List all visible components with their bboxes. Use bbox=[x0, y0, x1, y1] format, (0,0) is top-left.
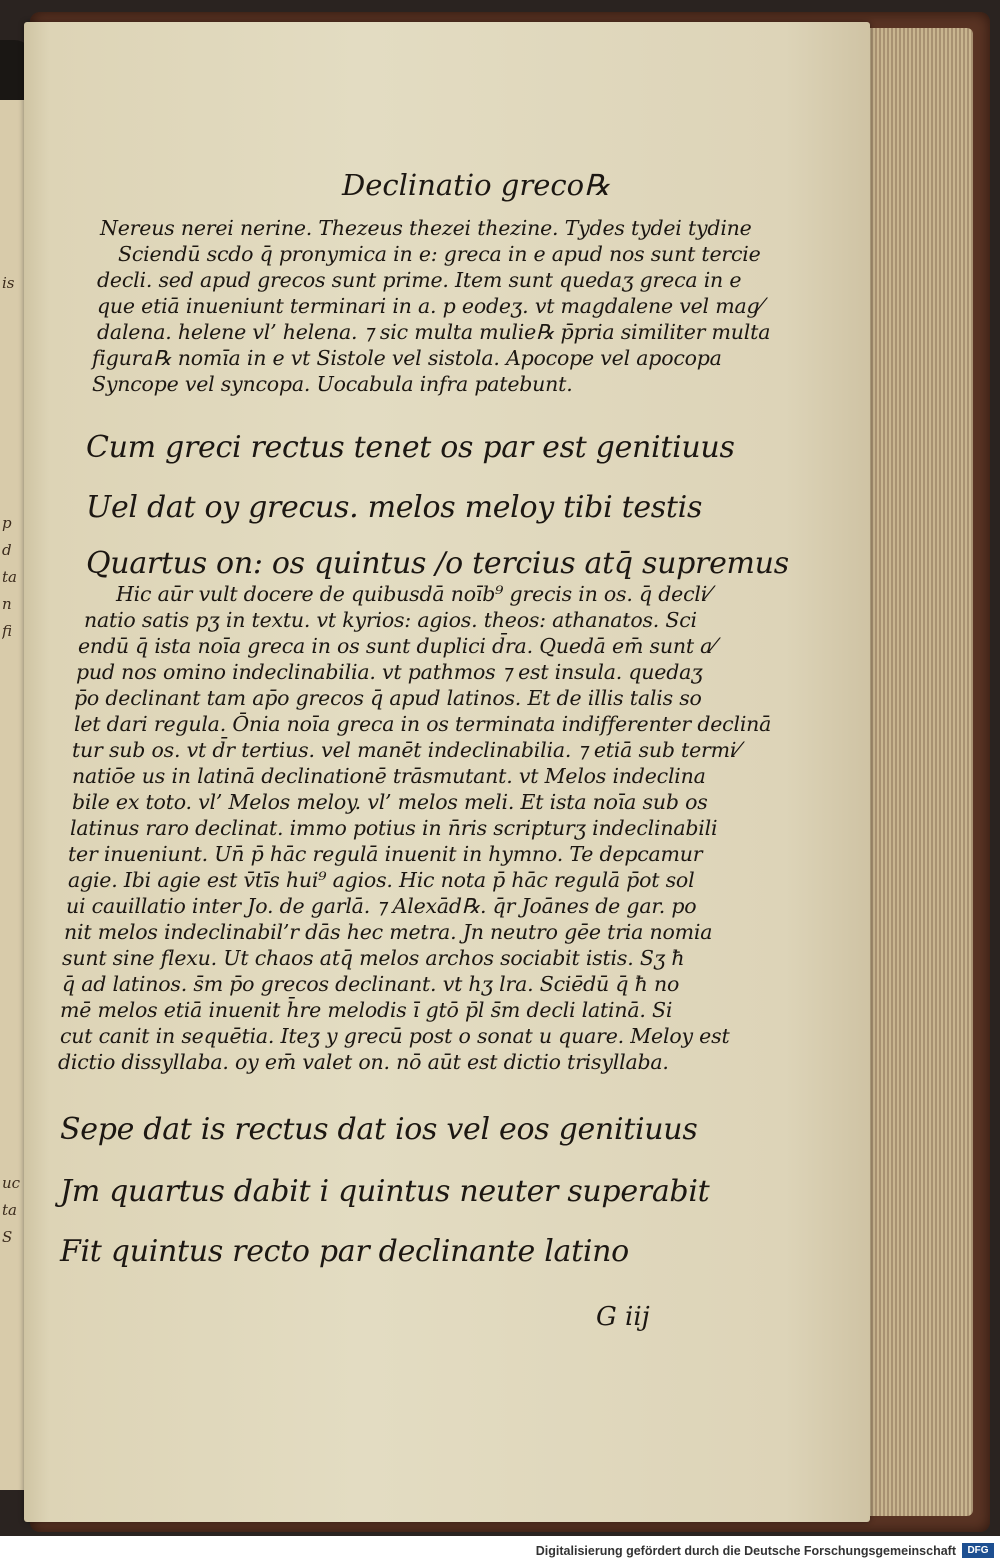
facing-page-fragment: p bbox=[2, 514, 12, 532]
prose-line: dictio dissyllaba. oy em̄ valet on. nō aūt est dictio trisyllaba. bbox=[58, 1050, 669, 1074]
prose-line: let dari regula. Ōnia noīa greca in os terminata indifferenter declinā bbox=[74, 712, 772, 736]
verse-line: Jm quartus dabit i quintus neuter superabit bbox=[60, 1174, 710, 1209]
prose-line: mē melos etiā inuenit h̄re melodis ī gtō p̄l s̄m decli latinā. Si bbox=[60, 998, 673, 1022]
prose-line: natio satis pʒ in textu. vt kyrios: agios. theos: athanatos. Sci bbox=[84, 608, 697, 632]
prose-line: figura℞ nomīa in e vt Sistole vel sistola. Apocope vel apocopa bbox=[92, 346, 722, 370]
prose-line: q̄ ad latinos. s̄m p̄o grecos declinant. vt hʒ lra. Sciēdū q̄ ħ no bbox=[62, 972, 680, 996]
prose-line: nit melos indeclinabil’r dās hec metra. Jn neutro gēe tria nomia bbox=[64, 920, 713, 944]
prose-line: bile ex toto. vl’ Melos meloy. vl’ melos meli. Et ista noīa sub os bbox=[72, 790, 708, 814]
prose-line: pud nos omino indeclinabilia. vt pathmos ⁊ est insula. quedaʒ bbox=[76, 660, 703, 684]
facing-page-fragment: n bbox=[2, 595, 12, 613]
verse-line: Sepe dat is rectus dat ios vel eos genitiuus bbox=[60, 1112, 698, 1147]
prose-line: natiōe us in latinā declinationē trāsmutant. vt Melos indeclina bbox=[72, 764, 706, 788]
signature-mark: G iij bbox=[596, 1302, 650, 1332]
footer-bar bbox=[0, 1536, 1000, 1564]
prose-line: p̄o declinant tam ap̄o grecos q̄ apud latinos. Et de illis talis so bbox=[74, 686, 702, 710]
prose-line: Syncope vel syncopa. Uocabula infra patebunt. bbox=[92, 372, 573, 396]
facing-page-fragment: S bbox=[2, 1228, 13, 1246]
verse-line: Cum greci rectus tenet os par est genitiuus bbox=[86, 430, 735, 465]
verse-line: Fit quintus recto par declinante latino bbox=[60, 1234, 629, 1269]
prose-line: tur sub os. vt d̄r tertius. vel manēt indeclinabilia. ⁊ etiā sub termi⁄ bbox=[72, 738, 740, 762]
prose-line: Hic aūr vult docere de quibusdā noīb⁹ grecis in os. q̄ decli⁄ bbox=[116, 582, 711, 606]
facing-page-fragment: d bbox=[2, 541, 12, 559]
dfg-logo: DFG bbox=[962, 1543, 994, 1558]
prose-line: Nereus nerei nerine. Thezeus thezei thezine. Tydes tydei tydine bbox=[100, 216, 752, 240]
prose-line: decli. sed apud grecos sunt prime. Item sunt quedaʒ greca in e bbox=[97, 268, 742, 292]
facing-page-fragment: is bbox=[2, 274, 15, 292]
prose-line: ter inueniunt. Un̄ p̄ hāc regulā inuenit in hymno. Te depcamur bbox=[68, 842, 703, 866]
prose-line: agie. Ibi agie est v̄tīs hui⁹ agios. Hic nota p̄ hāc regulā p̄ot sol bbox=[68, 868, 695, 892]
prose-line: ui cauillatio inter Jo. de garlā. ⁊ Alexād℞. q̄r Joānes de gar. po bbox=[66, 894, 697, 918]
prose-line: cut canit in sequētia. Iteʒ y grecū post o sonat u quare. Meloy est bbox=[60, 1024, 730, 1048]
prose-line: sunt sine flexu. Ut chaos atq̄ melos archos sociabit istis. Sʒ ħ bbox=[62, 946, 685, 970]
running-header: Declinatio greco℞ bbox=[342, 168, 611, 202]
prose-line: dalena. helene vl’ helena. ⁊ sic multa mulie℞ p̄pria similiter multa bbox=[97, 320, 771, 344]
verse-line: Quartus on: os quintus /o tercius atq̄ supremus bbox=[86, 546, 789, 581]
facing-page-fragment: ta bbox=[2, 1201, 17, 1219]
facing-page-fragment: ta bbox=[2, 568, 17, 586]
verse-line: Uel dat oy grecus. melos meloy tibi testis bbox=[86, 490, 703, 525]
prose-line: latinus raro declinat. immo potius in n̄ris scripturʒ indeclinabili bbox=[70, 816, 718, 840]
facing-page-fragment: uc bbox=[2, 1174, 21, 1192]
prose-line: endū q̄ ista noīa greca in os sunt duplici d̄ra. Quedā em̄ sunt a⁄ bbox=[78, 634, 716, 658]
prose-line: que etiā inueniunt terminari in a. p eodeʒ. vt magdalene vel mag⁄ bbox=[97, 294, 763, 318]
prose-line: Sciendū scdo q̄ pronymica in e: greca in e apud nos sunt tercie bbox=[118, 242, 761, 266]
funding-credit: Digitalisierung gefördert durch die Deutsche Forschungsgemeinschaft bbox=[535, 1544, 956, 1558]
facing-page-fragment: fi bbox=[2, 622, 13, 640]
